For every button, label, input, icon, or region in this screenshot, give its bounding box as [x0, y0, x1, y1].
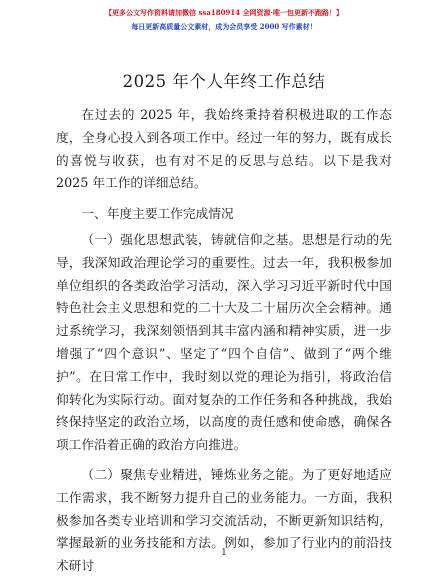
promo-banner-line-2: 每日更新高质量公文素材，成为会员享受 2000 写作素材！ — [131, 22, 317, 31]
intro-paragraph: 在过去的 2025 年，我始终秉持着积极进取的工作态度，全身心投入到各项工作中。经过一年的努力，既有成长的喜悦与收获，也有对不足的反思与总结。以下是我对 2025 年工作的详细总结。 — [56, 107, 392, 191]
document-title: 2025 年个人年终工作总结 — [122, 72, 326, 91]
section-heading: 一、年度主要工作完成情况 — [81, 206, 234, 222]
promo-banner-line-1: 【更多公文写作资料请加微信 ssa180914 全网资源·唯一包更新不跑路！】 — [105, 8, 343, 17]
paragraph-1: （一）强化思想武装，铸就信仰之基。思想是行动的先导，我深知政治理论学习的重要性。过去一年，我积极参加单位组织的各类政治学习活动，深入学习习近平新时代中国特色社会主义思想和党的二十大及二十届历次全会精神。通过系统学习，我深刻领悟到其丰富内涵和精神实质，进一步增强了“四个意识”、坚定了“四个自信”、做到了“两个维护”。在日常工作中，我时刻以党的理论为指引，将政治信仰转化为实际行动。面对复杂的工作任务和各种挑战，我始终保持坚定的政治立场，以高度的责任感和使命感，确保各项工作沿着正确的政治方向推进。 — [56, 231, 392, 453]
page-number: 1 — [221, 548, 227, 558]
paragraph-2: （二）聚焦专业精进，锤炼业务之能。为了更好地适应工作需求，我不断努力提升自己的业务能力。一方面，我积极参加各类专业培训和学习交流活动，不断更新知识结构，掌握最新的业务技能和方法。例如，参加了行业内的前沿技术研讨 — [56, 466, 392, 574]
document-body — [56, 104, 392, 578]
